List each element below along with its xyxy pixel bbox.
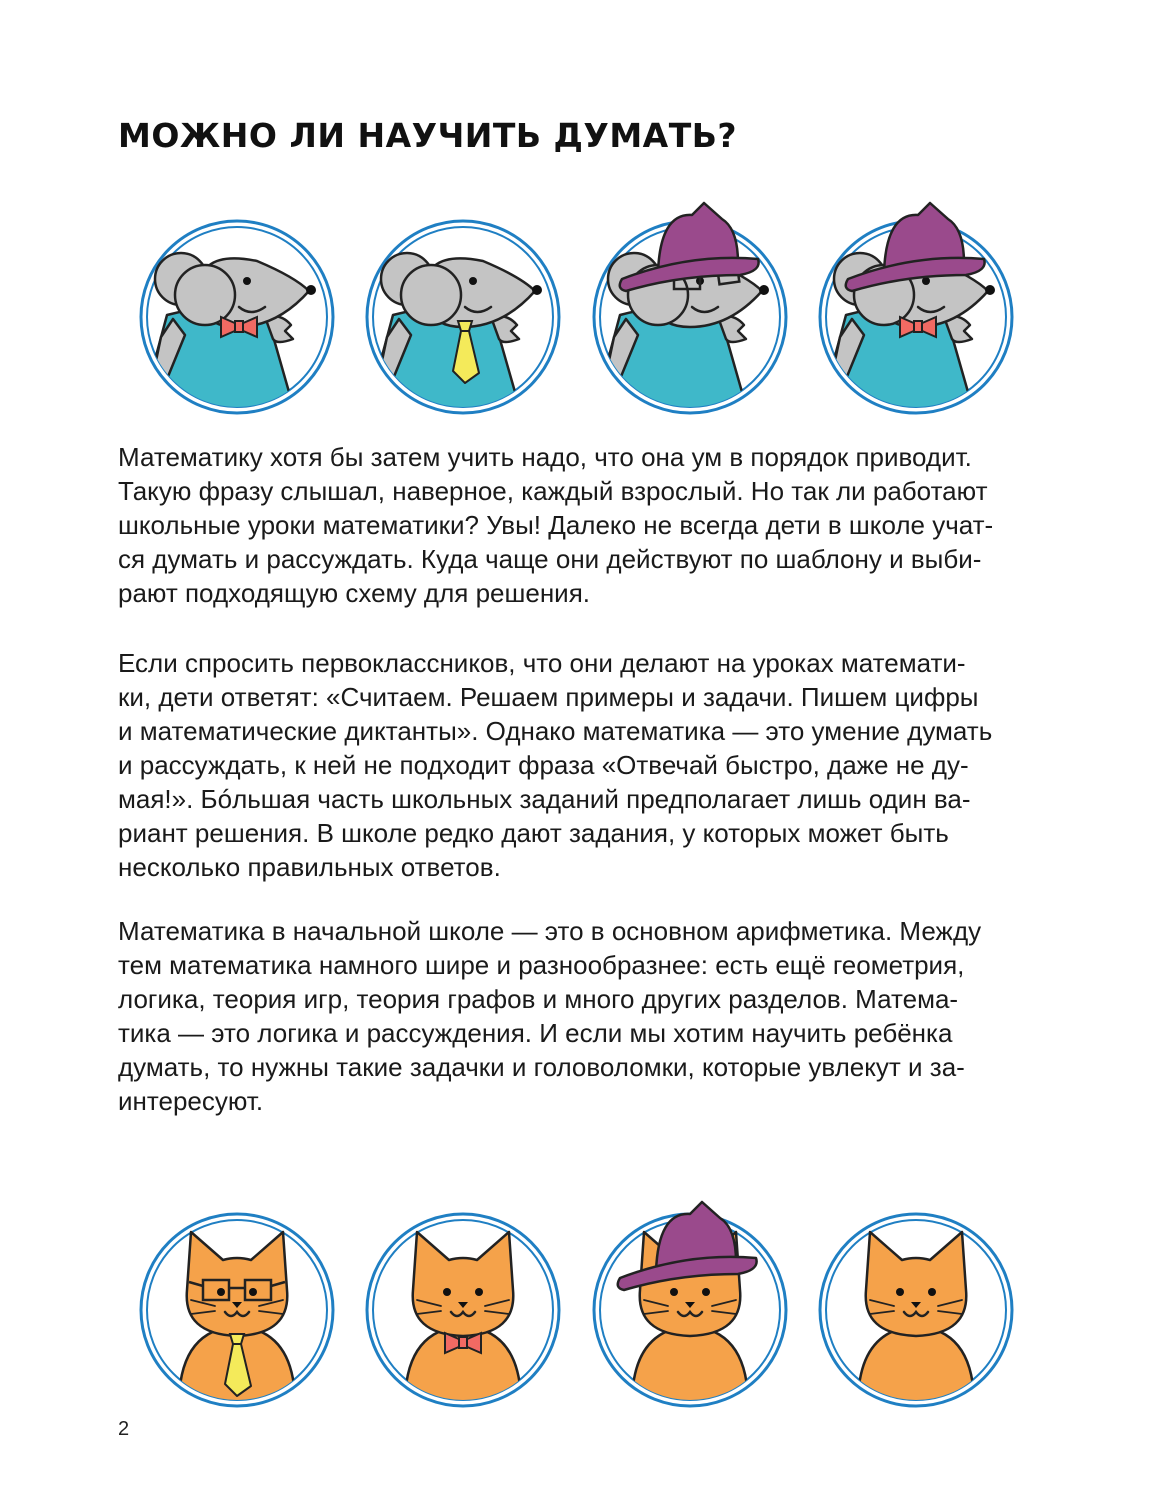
page-title: МОЖНО ЛИ НАУЧИТЬ ДУМАТЬ?: [118, 116, 738, 155]
paragraph-line: интересуют.: [118, 1086, 264, 1116]
mouse-bowtie-icon: [112, 192, 362, 442]
paragraph-line: мая!». Бóльшая часть школьных заданий предполагает лишь один ва-: [118, 784, 971, 814]
paragraph-line: школьные уроки математики? Увы! Далеко не всегда дети в школе учат-: [118, 510, 994, 540]
paragraph-2: [118, 646, 1058, 884]
paragraph-1: [118, 440, 1058, 610]
nose: [985, 285, 995, 295]
paragraph-line: несколько правильных ответов.: [118, 852, 501, 882]
nose: [532, 285, 542, 295]
paragraph-line: Такую фразу слышал, наверное, каждый взрослый. Но так ли работают: [118, 476, 988, 506]
paragraph-3: [118, 914, 1058, 1118]
cat-illustrations-row: [0, 1185, 1152, 1435]
cat-bowtie-icon: [338, 1185, 588, 1435]
paragraph-line: тика — это логика и рассуждения. И если мы хотим научить ребёнка: [118, 1018, 953, 1048]
eye: [469, 277, 477, 285]
paragraph-line: рают подходящую схему для решения.: [118, 578, 590, 608]
paragraph-line: думать, то нужны такие задачки и головоломки, которые увлекут и за-: [118, 1052, 965, 1082]
paragraph-line: риант решения. В школе редко дают задания, у которых может быть: [118, 818, 949, 848]
eye: [243, 277, 251, 285]
page-number: 2: [118, 1418, 130, 1440]
paragraph-line: и математические диктанты». Однако математика — это умение думать: [118, 716, 993, 746]
mouse-hat-glasses-icon: [565, 192, 815, 442]
cat-glasses-tie-icon: [112, 1185, 362, 1435]
mouse-tie-icon: [338, 192, 588, 442]
nose: [759, 285, 769, 295]
paragraph-line: Математика в начальной школе — это в основном арифметика. Между: [118, 916, 982, 946]
paragraph-line: ки, дети ответят: «Считаем. Решаем примеры и задачи. Пишем цифры: [118, 682, 979, 712]
mouse-hat-bowtie-icon: [791, 192, 1041, 442]
paragraph-line: ся думать и рассуждать. Куда чаще они действуют по шаблону и выби-: [118, 544, 982, 574]
paragraph-line: тем математика намного шире и разнообразнее: есть ещё геометрия,: [118, 950, 965, 980]
paragraph-line: и рассуждать, к ней не подходит фраза «Отвечай быстро, даже не ду-: [118, 750, 969, 780]
paragraph-line: логика, теория игр, теория графов и много других разделов. Матема-: [118, 984, 959, 1014]
mouse-illustrations-row: [0, 192, 1152, 442]
paragraph-line: Математику хотя бы затем учить надо, что она ум в порядок приводит.: [118, 442, 972, 472]
paragraph-line: Если спросить первоклассников, что они делают на уроках математи-: [118, 648, 966, 678]
nose: [306, 285, 316, 295]
cat-hat-icon: [565, 1185, 815, 1435]
cat-plain-icon: [791, 1185, 1041, 1435]
